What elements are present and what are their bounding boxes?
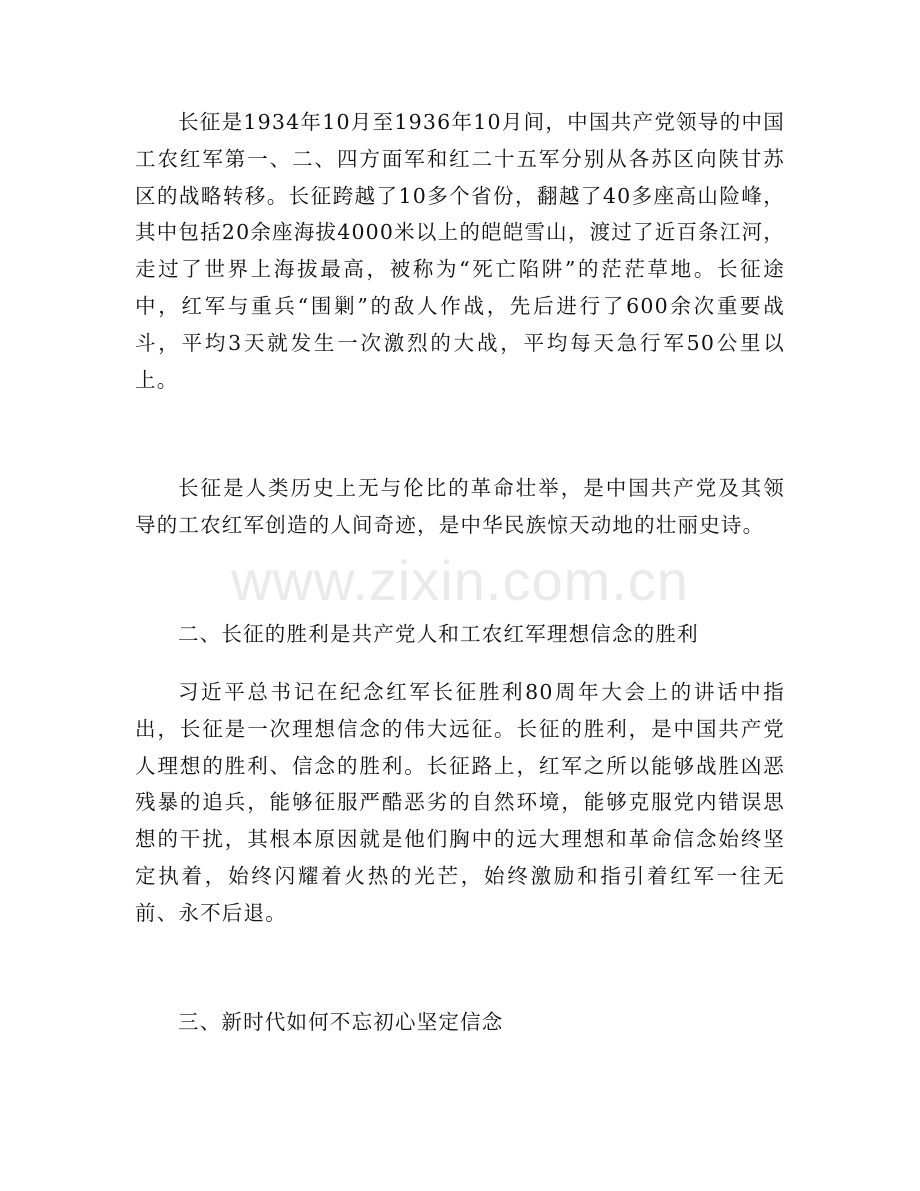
paragraph-ideals-and-beliefs: 习近平总书记在纪念红军长征胜利80周年大会上的讲话中指出，长征是一次理想信念的伟大远征。长征的胜利，是中国共产党人理想的胜利、信念的胜利。长征路上，红军之所以能够战胜凶恶残暴的追兵，能够征服严酷恶劣的自然环境，能够克服党内错误思想的干扰，其根本原因就是他们胸中的远大理想和革命信念始终坚定执着，始终闪耀着火热的光芒，始终激励和指引着红军一往无前、永不后退。 (135, 680, 785, 925)
section-heading-2: 二、长征的胜利是共产党人和工农红军理想信念的胜利 (178, 622, 699, 646)
section-heading-3: 三、新时代如何不忘初心坚定信念 (178, 1010, 504, 1034)
watermark: www.zixin.com.cn (231, 549, 689, 612)
paragraph-long-march-overview: 长征是1934年10月至1936年10月间，中国共产党领导的中国工农红军第一、二、四方面军和红二十五军分别从各苏区向陕甘苏区的战略转移。长征跨越了10多个省份，翻越了40多座高山险峰，其中包括20余座海拔4000米以上的皑皑雪山，渡过了近百条江河，走过了世界上海拔最高，被称为“死亡陷阱”的茫茫草地。长征途中，红军与重兵“围剿”的敌人作战，先后进行了600余次重要战斗，平均3天就发生一次激烈的大战，平均每天急行军50公里以上。 (135, 110, 785, 392)
paragraph-long-march-significance: 长征是人类历史上无与伦比的革命壮举，是中国共产党及其领导的工农红军创造的人间奇迹，是中华民族惊天动地的壮丽史诗。 (135, 476, 785, 537)
